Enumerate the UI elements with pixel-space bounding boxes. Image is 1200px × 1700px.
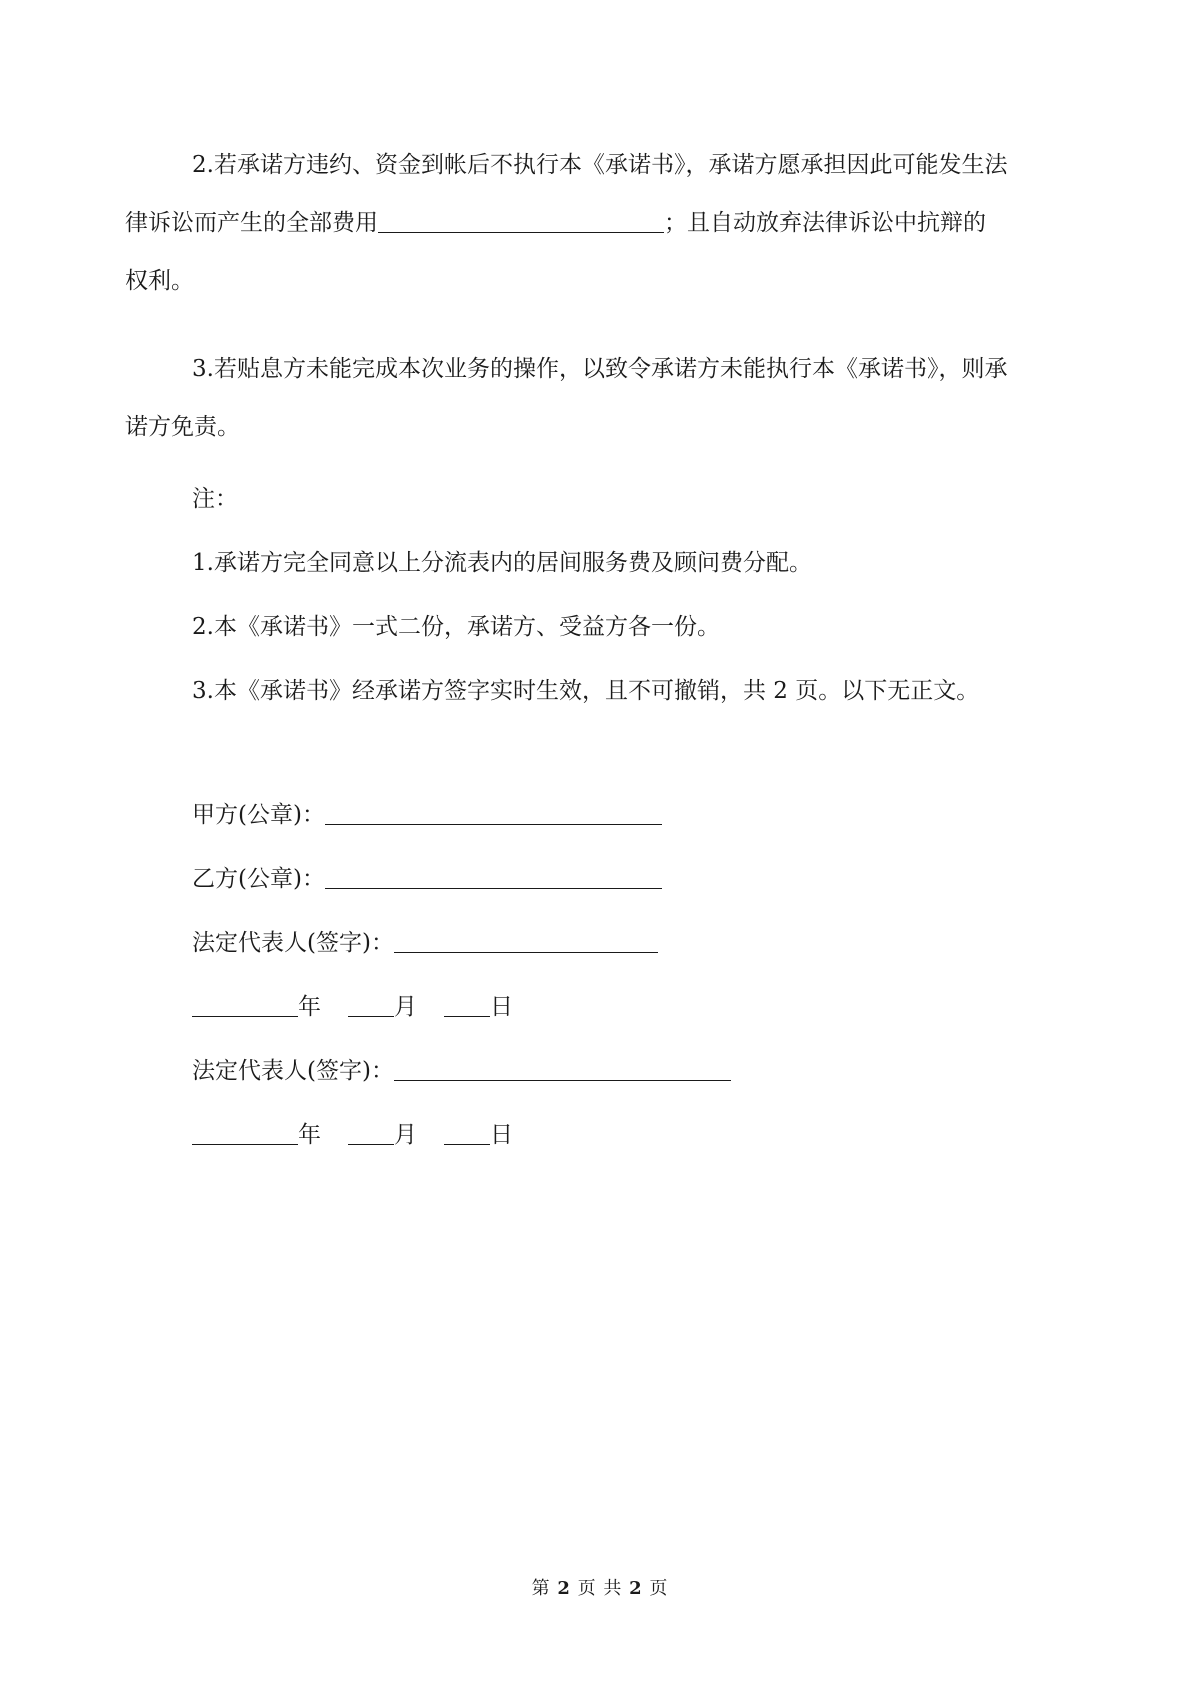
party-a-seal-blank[interactable]: [325, 802, 662, 825]
note-2: [192, 612, 720, 642]
date-2-month-blank[interactable]: [348, 1122, 394, 1145]
legal-rep-2-row: [192, 1056, 731, 1086]
note-3: [192, 676, 979, 706]
clause-2-text-1: 2.若承诺方违约、资金到帐后不执行本《承诺书》，承诺方愿承担因此可能发生法: [192, 152, 1008, 178]
notes-heading: [192, 484, 238, 514]
legal-rep-1-signature-blank[interactable]: [394, 930, 658, 953]
footer-current-page: 2: [557, 1578, 571, 1599]
clause-2-line-3: [125, 266, 194, 296]
date-1-year-blank[interactable]: [192, 994, 298, 1017]
date-row-2: [192, 1120, 513, 1150]
notes-heading-text: 注：: [192, 486, 238, 512]
footer-mid: 页 共: [577, 1578, 623, 1599]
clause-3-line-1: [192, 354, 1007, 384]
legal-rep-1-row: [192, 928, 658, 958]
fee-amount-blank[interactable]: [378, 210, 664, 233]
date-2-year-blank[interactable]: [192, 1122, 298, 1145]
clause-3-text-1: 3.若贴息方未能完成本次业务的操作，以致令承诺方未能执行本《承诺书》，则承: [192, 356, 1008, 382]
clause-2-text-3: 权利。: [125, 268, 194, 294]
date-1-month-blank[interactable]: [348, 994, 394, 1017]
date-1-day-blank[interactable]: [444, 994, 490, 1017]
clause-2-text-2b: ；且自动放弃法律诉讼中抗辩的: [664, 210, 986, 236]
party-b-seal-blank[interactable]: [325, 866, 662, 889]
date-1-day-label: 日: [490, 994, 513, 1020]
legal-rep-1-label: 法定代表人(签字)：: [192, 930, 394, 956]
footer-total-pages: 2: [629, 1578, 643, 1599]
legal-rep-2-signature-blank[interactable]: [394, 1058, 731, 1081]
date-1-year-label: 年: [298, 994, 321, 1020]
note-2-text: 2.本《承诺书》一式二份，承诺方、受益方各一份。: [192, 614, 720, 640]
date-2-month-label: 月: [394, 1122, 417, 1148]
note-1-text: 1.承诺方完全同意以上分流表内的居间服务费及顾问费分配。: [192, 550, 812, 576]
party-b-row: [192, 864, 662, 894]
date-2-year-label: 年: [298, 1122, 321, 1148]
page-footer: [0, 1578, 1200, 1600]
clause-3-line-2: [125, 412, 240, 442]
legal-rep-2-label: 法定代表人(签字)：: [192, 1058, 394, 1084]
clause-2-line-2: [125, 208, 986, 238]
date-1-month-label: 月: [394, 994, 417, 1020]
party-b-label: 乙方(公章)：: [192, 866, 325, 892]
note-1: [192, 548, 812, 578]
date-row-1: [192, 992, 513, 1022]
note-3-text: 3.本《承诺书》经承诺方签字实时生效，且不可撤销，共 2 页。以下无正文。: [192, 678, 980, 704]
footer-prefix: 第: [531, 1578, 551, 1599]
party-a-row: [192, 800, 662, 830]
footer-suffix: 页: [649, 1578, 669, 1599]
party-a-label: 甲方(公章)：: [192, 802, 325, 828]
date-2-day-label: 日: [490, 1122, 513, 1148]
clause-2-line-1: [192, 150, 1057, 180]
date-2-day-blank[interactable]: [444, 1122, 490, 1145]
clause-3-text-2: 诺方免责。: [125, 414, 240, 440]
clause-2-text-2a: 律诉讼而产生的全部费用: [125, 210, 378, 236]
